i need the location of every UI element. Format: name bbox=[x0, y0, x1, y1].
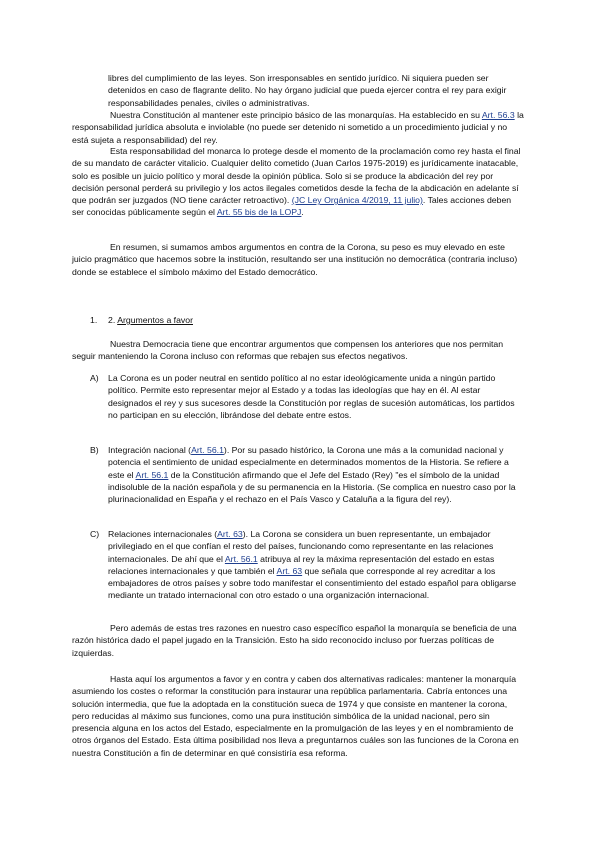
paragraph-responsibility: Esta responsabilidad del monarca lo protege desde el momento de la proclamación como rey hasta el final de su mandato de carácter vitalicio. Cualquier delito cometido (Juan Carlos 1975-2019) es jurídicamente inatacable, solo es posible un juicio político y moral desde la opinión pública. Solo si se produce la abdicación del rey por decisión personal perderá su privilegio y los actos ilegales cometidos desde la fecha de la abdicación en adelante sí que podrán ser juzgados (NO tiene carácter retroactivo). (JC Ley Orgánica 4/2019, 11 julio). Tales acciones deben ser conocidas públicamente según el Art. 55 bis de la LOPJ. bbox=[72, 146, 521, 218]
article-link[interactable]: Art. 63 bbox=[276, 565, 303, 576]
article-link[interactable]: Art. 63 bbox=[217, 529, 243, 539]
list-label-c: C) bbox=[90, 529, 100, 539]
paragraph-irresponsibility: libres del cumplimiento de las leyes. Son irresponsables en sentido jurídico. Ni siquiera pueden ser detenidos en caso de flagrante delito. No hay órgano judicial que pueda ejercer contra el rey para exigir responsabilidades penales, civiles o administrativas. bbox=[108, 73, 507, 108]
paragraph-intro-favor: Nuestra Democracia tiene que encontrar argumentos que compensen los anteriores que nos permitan seguir manteniendo la Corona incluso con reformas que rebajen sus efectos negativos. bbox=[72, 339, 504, 362]
paragraph-alternatives: Hasta aquí los argumentos a favor y en contra y caben dos alternativas radicales: mantener la monarquía asumiendo los costes o reformar la constitución para instaurar una república parlamentaria. Cabría entonces una solución intermedia, que fue la adoptada en la constitución sueca de 1974 y que consiste en mantener la corona, pero reducidas al máximo sus funciones, como una pura institución simbólica de la unidad nacional, pero sin presencia alguna en los actos del Estado, especialmente en la promulgación de las leyes y en el nombramiento de otros órganos del Estado. Esta última posibilidad nos lleva a preguntarnos cuáles son las funciones de la Corona en nuestra Constitución a fin de determinar en qué consistiría esa reforma. bbox=[72, 674, 519, 758]
article-link[interactable]: Art. 56.1 bbox=[191, 445, 224, 455]
section-heading: 2. Argumentos a favor bbox=[108, 315, 193, 325]
heading-number: 1. bbox=[90, 315, 98, 325]
article-link[interactable]: Art. 56.1 bbox=[135, 469, 169, 480]
list-label-b: B) bbox=[90, 445, 99, 455]
article-link[interactable]: Art. 56.3 bbox=[481, 110, 515, 120]
list-item-a: La Corona es un poder neutral en sentido político al no estar ideológicamente unida a ningún partido político. Permite esto representar mejor al Estado y a todas las ideologías que hay en él. Al estar designados el rey y sus sucesores desde la Constitución por reglas de sucesión automáticas, los partidos no participan en su elección, librándose del debate entre estos. bbox=[108, 373, 515, 420]
paragraph-summary: En resumen, si sumamos ambos argumentos en contra de la Corona, su peso es muy elevado en este juicio pragmático que hacemos sobre la institución, resultando ser una institución no democrática (contraria incluso) donde se establece el símbolo máximo del Estado democrático. bbox=[72, 242, 518, 277]
list-item-b: Integración nacional (Art. 56.1). Por su pasado histórico, la Corona une más a la comunidad nacional y potencia el sentimiento de unidad especialmente en determinados momentos de la Historia. Se refiere a este el Art. 56.1 de la Constitución afirmando que el Jefe del Estado (Rey) "es el símbolo de la unidad indisoluble de la nación española y de su permanencia en la Historia. (Se complica en nuestro caso por la plurinacionalidad en España y el rechazo en el País Vasco y Cataluña a la figura del rey). bbox=[108, 445, 516, 505]
law-link[interactable]: (JC Ley Orgánica 4/2019, 11 julio) bbox=[291, 195, 423, 206]
list-item-c: Relaciones internacionales (Art. 63). La Corona se considera un buen representante, un embajador privilegiado en el que confían el resto del países, funcionando como representante en las relaciones internacionales. De ahí que el Art. 56.1 atribuya al rey la máxima representación del estado en estas relaciones internacionales y que también el Art. 63 que señala que corresponde al rey acreditar a los embajadores de otros países y sobre todo manifestar el consentimiento del estado español para obligarse mediante un tratado internacional con otro estado o una organización internacional. bbox=[108, 529, 517, 601]
section-heading-title: Argumentos a favor bbox=[117, 315, 193, 325]
article-link[interactable]: Art. 55 bis de la LOPJ bbox=[216, 207, 302, 218]
paragraph-transition: Pero además de estas tres razones en nuestro caso específico español la monarquía se beneficia de una razón histórica dado el papel jugado en la Transición. Esto ha sido reconocido incluso por fuerzas políticas de izquierdas. bbox=[72, 623, 517, 658]
article-link[interactable]: Art. 56.1 bbox=[224, 553, 258, 564]
paragraph-constitution: Nuestra Constitución al mantener este principio básico de las monarquías. Ha establecido en su Art. 56.3 la responsabilidad jurídica absoluta e inviolable (no puede ser detenido ni sometido a un procedimiento judicial y no está sujeta a responsabilidad) del rey. bbox=[72, 110, 524, 145]
list-label-a: A) bbox=[90, 373, 99, 383]
